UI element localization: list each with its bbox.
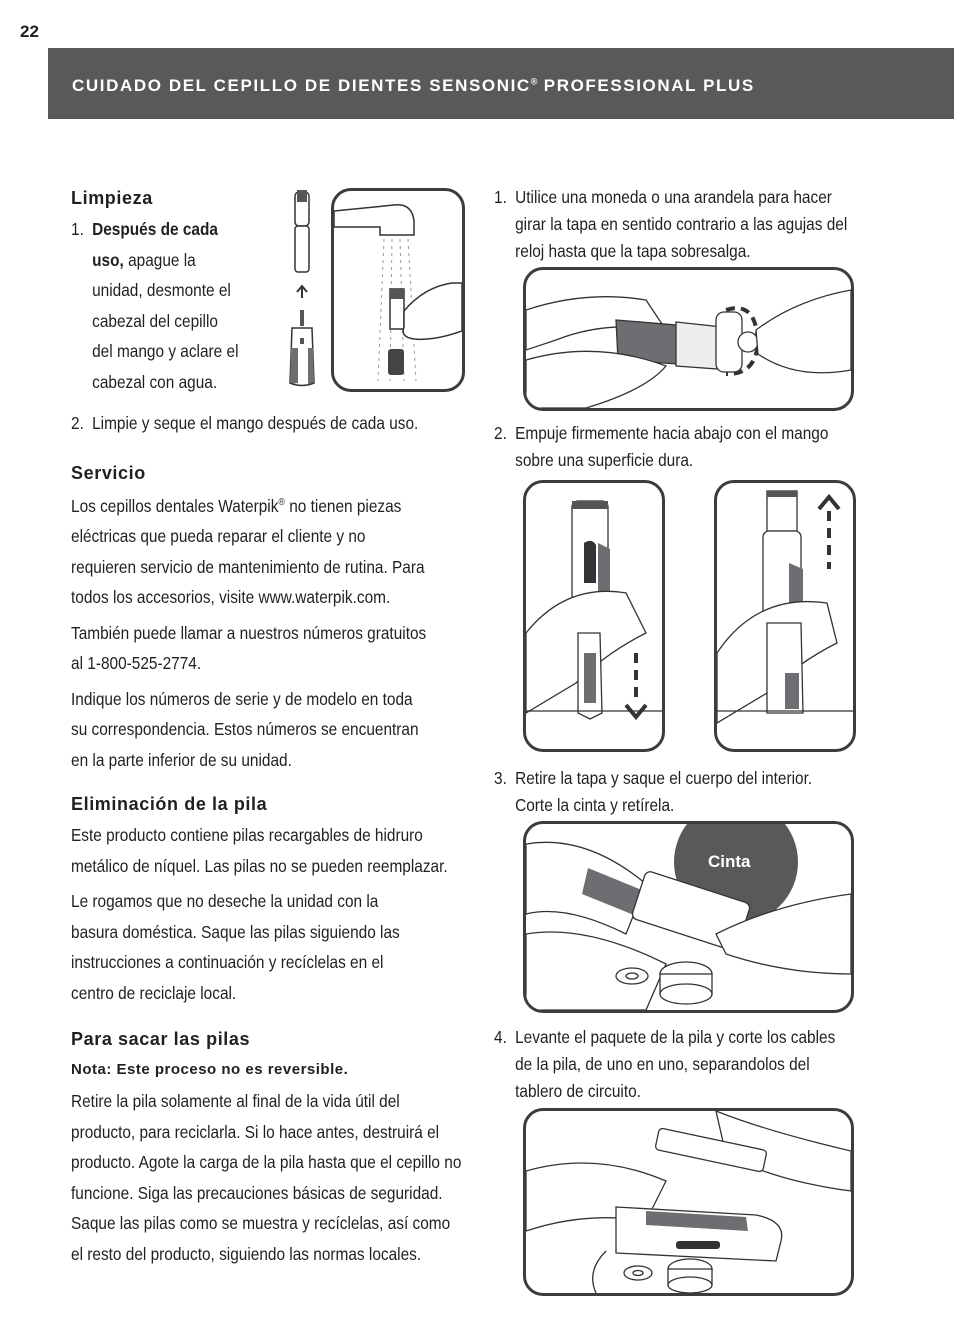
step-2-figure-a xyxy=(523,480,665,752)
sacar-heading-block xyxy=(71,1029,250,1050)
section-banner xyxy=(48,48,954,119)
rinse-brush-figure xyxy=(331,188,465,392)
servicio-body: Los cepillos dentales Waterpik® no tienen piezas eléctricas que pueda reparar el cliente y no requieren servicio de mantenimiento de rutina. Para todos los accesorios, visite www.waterpik.com. También puede llamar a nuestros números gratuitos al 1-800-525-2774. Indique los números de serie y de modelo en toda su correspondencia. Estos números se encuentran en la parte inferior de su unidad. xyxy=(71,495,427,770)
limpieza-item-1: 1. Después de cada uso, apague la unidad, desmonte el cabezal del cepillo del mango y aclare el cabezal con agua. xyxy=(71,219,239,392)
step-2-text: 2. Empuje firmemente hacia abajo con el mango sobre una superficie dura. xyxy=(494,423,829,470)
limpieza-section xyxy=(71,188,153,209)
eliminacion-heading: Eliminación de la pila xyxy=(71,794,268,814)
step-1-figure xyxy=(523,267,854,411)
eliminacion-body: Este producto contiene pilas recargables de hidruro metálico de níquel. Las pilas no se pueden reemplazar. Le rogamos que no deseche la unidad con la basura doméstica. Saque las pilas siguiendo las instrucciones a continuación y recíclelas en el centro de reciclaje local. xyxy=(71,825,448,1003)
limpieza-item-2: 2. Limpie y seque el mango después de cada uso. xyxy=(71,413,419,433)
sacar-heading: Para sacar las pilas xyxy=(71,1029,251,1049)
cinta-label: Cinta xyxy=(708,852,751,871)
step-4-figure xyxy=(523,1108,854,1296)
servicio-heading-block xyxy=(71,463,146,484)
section-title: CUIDADO DEL CEPILLO DE DIENTES SENSONIC® PROFESSIONAL PLUS xyxy=(72,76,755,95)
step-2-figure-b xyxy=(714,480,856,752)
step-3-text: 3. Retire la tapa y saque el cuerpo del interior. Corte la cinta y retírela. xyxy=(494,768,813,815)
step-4-text: 4. Levante el paquete de la pila y corte los cables de la pila, de uno en uno, separandolos del tablero de circuito. xyxy=(494,1027,836,1101)
step-3-figure xyxy=(523,821,854,1013)
servicio-heading: Servicio xyxy=(71,463,146,483)
eliminacion-heading-block xyxy=(71,794,267,815)
brush-head-illustration xyxy=(282,188,322,388)
step-1-text: 1. Utilice una moneda o una arandela para hacer girar la tapa en sentido contrario a las agujas del reloj hasta que la tapa sobresalga. xyxy=(494,187,848,261)
sacar-note: Nota: Este proceso no es reversible. xyxy=(71,1061,349,1078)
sacar-body: Retire la pila solamente al final de la vida útil del producto, para reciclarla. Si lo hace antes, destruirá el producto. Agote la carga de la pila hasta que el cepillo no funcione. Siga las precauciones básicas de seguridad. Saque las pilas como se muestra y recíclelas, así como el resto del producto, siguiendo las normas locales. xyxy=(71,1091,462,1264)
limpieza-heading: Limpieza xyxy=(71,188,153,208)
page-number: 22 xyxy=(20,22,39,41)
